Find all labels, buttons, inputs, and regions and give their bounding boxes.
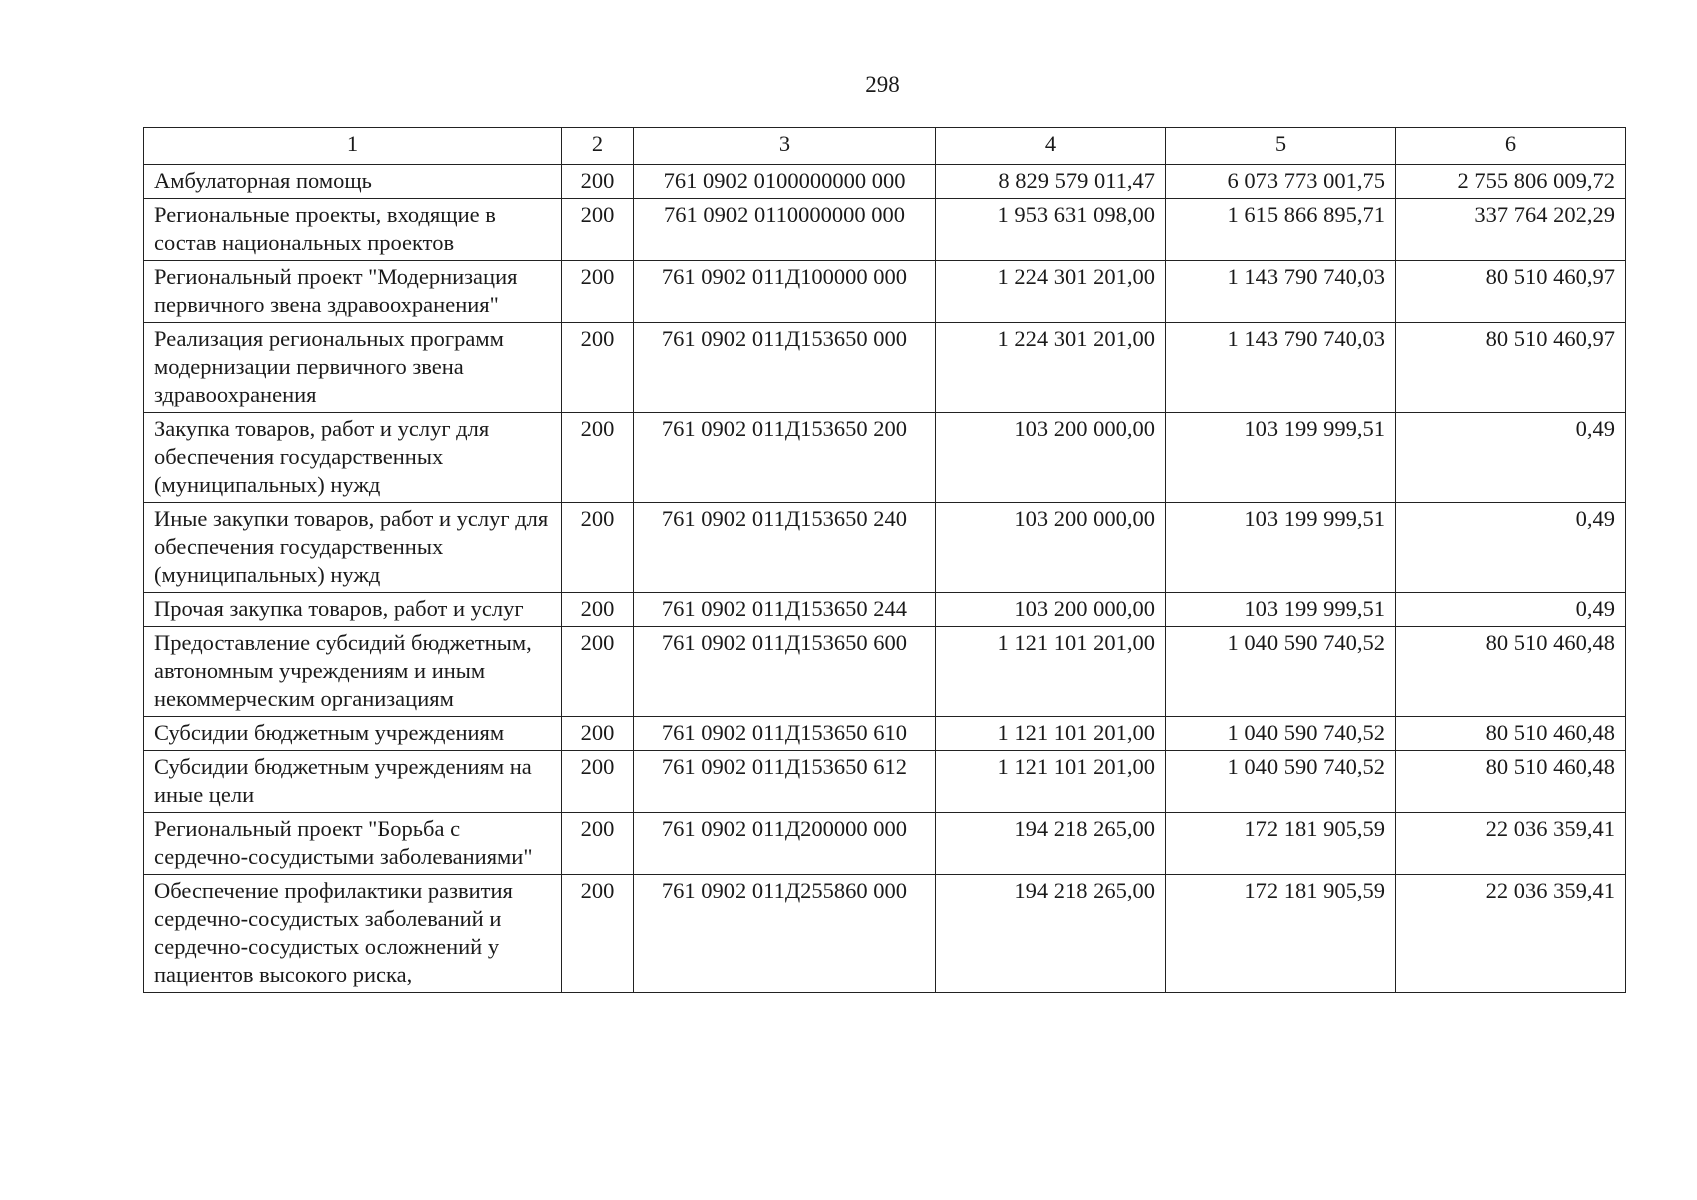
table-row: [144, 875, 1626, 993]
table-row: [144, 503, 1626, 593]
row-code: 200: [562, 875, 634, 993]
row-col5: 103 199 999,51: [1166, 413, 1396, 503]
row-classification: 761 0902 011Д153650 612: [634, 751, 936, 813]
header-cell: 6: [1396, 128, 1626, 165]
row-classification: 761 0902 011Д153650 240: [634, 503, 936, 593]
row-col5: 103 199 999,51: [1166, 503, 1396, 593]
page-number: 298: [865, 72, 900, 97]
row-name: Субсидии бюджетным учреждениям на иные цели: [144, 751, 562, 813]
row-name: Прочая закупка товаров, работ и услуг: [144, 593, 562, 627]
header-cell: 2: [562, 128, 634, 165]
row-classification: 761 0902 011Д153650 610: [634, 717, 936, 751]
row-code: 200: [562, 717, 634, 751]
row-classification: 761 0902 011Д100000 000: [634, 261, 936, 323]
row-code: 200: [562, 627, 634, 717]
row-code: 200: [562, 503, 634, 593]
row-col4: 103 200 000,00: [936, 593, 1166, 627]
row-col6: 0,49: [1396, 593, 1626, 627]
row-col4: 103 200 000,00: [936, 503, 1166, 593]
row-code: 200: [562, 593, 634, 627]
row-col6: 80 510 460,48: [1396, 627, 1626, 717]
row-name: Субсидии бюджетным учреждениям: [144, 717, 562, 751]
row-col4: 194 218 265,00: [936, 875, 1166, 993]
row-col4: 1 224 301 201,00: [936, 261, 1166, 323]
row-classification: 761 0902 011Д200000 000: [634, 813, 936, 875]
row-col6: 80 510 460,48: [1396, 751, 1626, 813]
table-row: [144, 165, 1626, 199]
header-cell: 3: [634, 128, 936, 165]
row-col5: 103 199 999,51: [1166, 593, 1396, 627]
row-code: 200: [562, 261, 634, 323]
header-cell: 4: [936, 128, 1166, 165]
table-header: [144, 128, 1626, 165]
row-name: Реализация региональных программ модернизации первичного звена здравоохранения: [144, 323, 562, 413]
row-code: 200: [562, 813, 634, 875]
table-row: [144, 593, 1626, 627]
table-body: [144, 165, 1626, 993]
row-col6: 337 764 202,29: [1396, 199, 1626, 261]
row-name: Обеспечение профилактики развития сердечно-сосудистых заболеваний и сердечно-сосудистых осложнений у пациентов высокого риска,: [144, 875, 562, 993]
row-name: Региональный проект "Борьба с сердечно-сосудистыми заболеваниями": [144, 813, 562, 875]
row-col5: 1 615 866 895,71: [1166, 199, 1396, 261]
row-name: Региональные проекты, входящие в состав национальных проектов: [144, 199, 562, 261]
row-col5: 1 040 590 740,52: [1166, 717, 1396, 751]
row-col4: 8 829 579 011,47: [936, 165, 1166, 199]
row-col4: 1 953 631 098,00: [936, 199, 1166, 261]
row-col4: 194 218 265,00: [936, 813, 1166, 875]
row-name: Предоставление субсидий бюджетным, автономным учреждениям и иным некоммерческим организациям: [144, 627, 562, 717]
row-code: 200: [562, 199, 634, 261]
row-col5: 1 143 790 740,03: [1166, 323, 1396, 413]
table-row: [144, 261, 1626, 323]
row-classification: 761 0902 011Д255860 000: [634, 875, 936, 993]
row-col5: 172 181 905,59: [1166, 875, 1396, 993]
header-row: [144, 128, 1626, 165]
row-code: 200: [562, 323, 634, 413]
row-col6: 80 510 460,97: [1396, 261, 1626, 323]
row-name: Амбулаторная помощь: [144, 165, 562, 199]
table-row: [144, 751, 1626, 813]
row-classification: 761 0902 0100000000 000: [634, 165, 936, 199]
row-name: Региональный проект "Модернизация первичного звена здравоохранения": [144, 261, 562, 323]
row-col6: 0,49: [1396, 503, 1626, 593]
row-name: Закупка товаров, работ и услуг для обеспечения государственных (муниципальных) нужд: [144, 413, 562, 503]
row-code: 200: [562, 165, 634, 199]
row-code: 200: [562, 413, 634, 503]
row-classification: 761 0902 011Д153650 000: [634, 323, 936, 413]
row-col4: 1 121 101 201,00: [936, 717, 1166, 751]
row-name: Иные закупки товаров, работ и услуг для обеспечения государственных (муниципальных) нужд: [144, 503, 562, 593]
table-row: [144, 413, 1626, 503]
row-col5: 172 181 905,59: [1166, 813, 1396, 875]
row-col6: 22 036 359,41: [1396, 813, 1626, 875]
row-col6: 80 510 460,48: [1396, 717, 1626, 751]
row-col4: 1 121 101 201,00: [936, 627, 1166, 717]
table-row: [144, 717, 1626, 751]
row-col4: 1 224 301 201,00: [936, 323, 1166, 413]
table-row: [144, 813, 1626, 875]
row-classification: 761 0902 011Д153650 200: [634, 413, 936, 503]
row-col5: 1 040 590 740,52: [1166, 751, 1396, 813]
row-col6: 80 510 460,97: [1396, 323, 1626, 413]
header-cell: 1: [144, 128, 562, 165]
row-col4: 103 200 000,00: [936, 413, 1166, 503]
row-col6: 2 755 806 009,72: [1396, 165, 1626, 199]
table-row: [144, 323, 1626, 413]
row-col5: 1 040 590 740,52: [1166, 627, 1396, 717]
row-col6: 0,49: [1396, 413, 1626, 503]
budget-table: [143, 127, 1626, 993]
row-col4: 1 121 101 201,00: [936, 751, 1166, 813]
header-cell: 5: [1166, 128, 1396, 165]
row-classification: 761 0902 0110000000 000: [634, 199, 936, 261]
row-col6: 22 036 359,41: [1396, 875, 1626, 993]
row-col5: 6 073 773 001,75: [1166, 165, 1396, 199]
row-classification: 761 0902 011Д153650 244: [634, 593, 936, 627]
row-classification: 761 0902 011Д153650 600: [634, 627, 936, 717]
row-code: 200: [562, 751, 634, 813]
row-col5: 1 143 790 740,03: [1166, 261, 1396, 323]
table-row: [144, 199, 1626, 261]
table-row: [144, 627, 1626, 717]
